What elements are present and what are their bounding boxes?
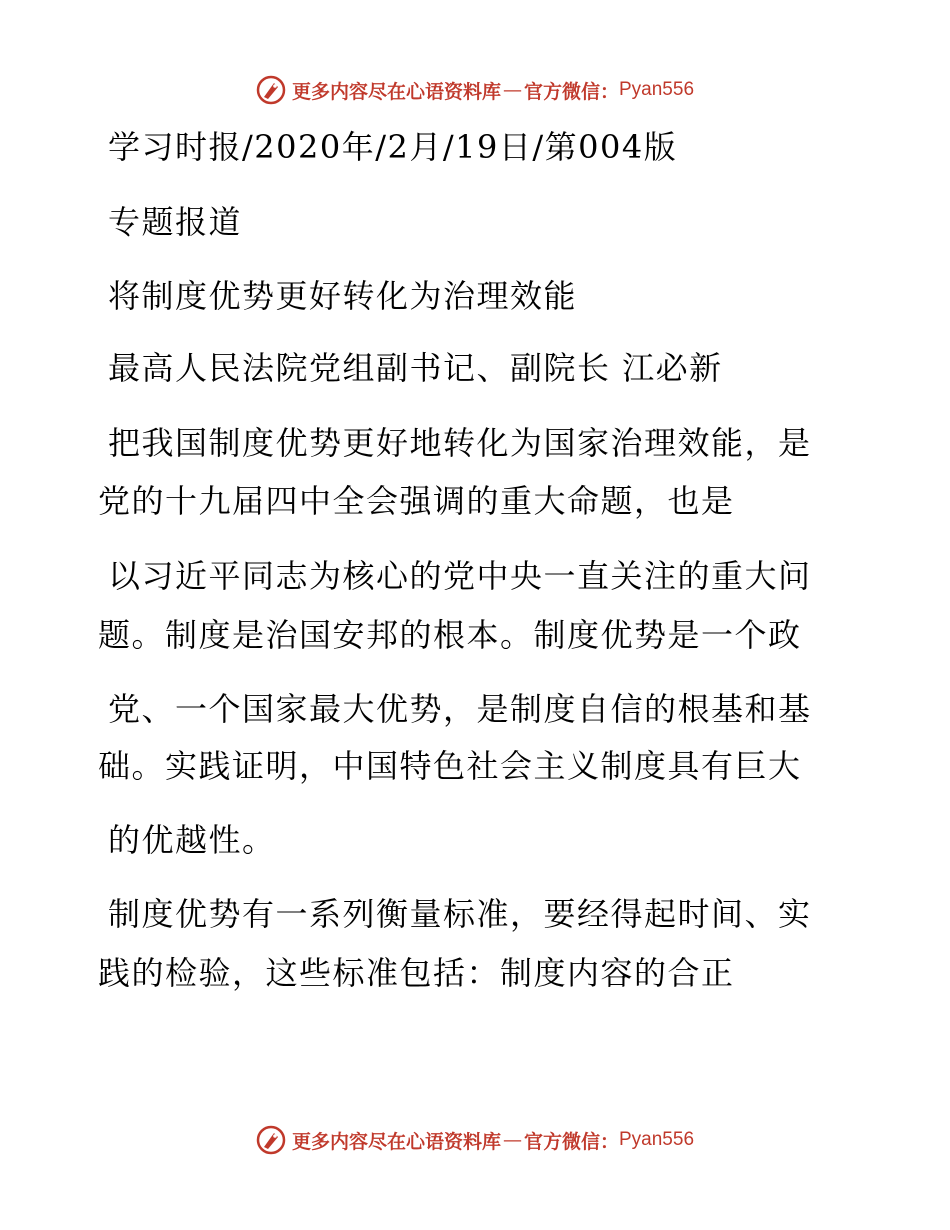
- watermark-official-label: 官方微信：: [523, 80, 619, 103]
- body-line: 党的十九届四中全会强调的重大命题，也是: [98, 482, 735, 520]
- header-watermark: [0, 72, 950, 108]
- pen-nib-logo-icon: [256, 75, 286, 105]
- pen-nib-logo-icon: [256, 1125, 286, 1155]
- body-line: 党、一个国家最大优势，是制度自信的根基和基: [108, 690, 812, 728]
- watermark-dash: —: [502, 1129, 522, 1151]
- body-line: 础。实践证明，中国特色社会主义制度具有巨大: [98, 747, 802, 785]
- body-line: 的优越性。: [108, 821, 276, 859]
- footer-watermark: [0, 1122, 950, 1158]
- column-label: 专题报道: [108, 203, 243, 241]
- watermark-text: 更多内容尽在心语资料库: [291, 80, 501, 103]
- body-line: 以习近平同志为核心的党中央一直关注的重大问: [108, 557, 812, 595]
- watermark-wechat-id: Pyan556: [619, 1129, 695, 1150]
- author-line: 最高人民法院党组副书记、副院长 江必新: [108, 349, 723, 387]
- article-title: 将制度优势更好转化为治理效能: [108, 277, 578, 315]
- watermark-dash: —: [502, 79, 522, 101]
- body-line: 题。制度是治国安邦的根本。制度优势是一个政: [98, 616, 802, 654]
- watermark-text: 更多内容尽在心语资料库: [291, 1130, 501, 1153]
- source-line: 学习时报/2020年/2月/19日/第004版: [108, 128, 678, 166]
- watermark-wechat-id: Pyan556: [619, 79, 695, 100]
- body-line: 践的检验，这些标准包括：制度内容的合正: [98, 954, 735, 992]
- body-line: 制度优势有一系列衡量标准，要经得起时间、实: [108, 895, 812, 933]
- body-line: 把我国制度优势更好地转化为国家治理效能，是: [108, 424, 812, 462]
- watermark-official-label: 官方微信：: [523, 1130, 619, 1153]
